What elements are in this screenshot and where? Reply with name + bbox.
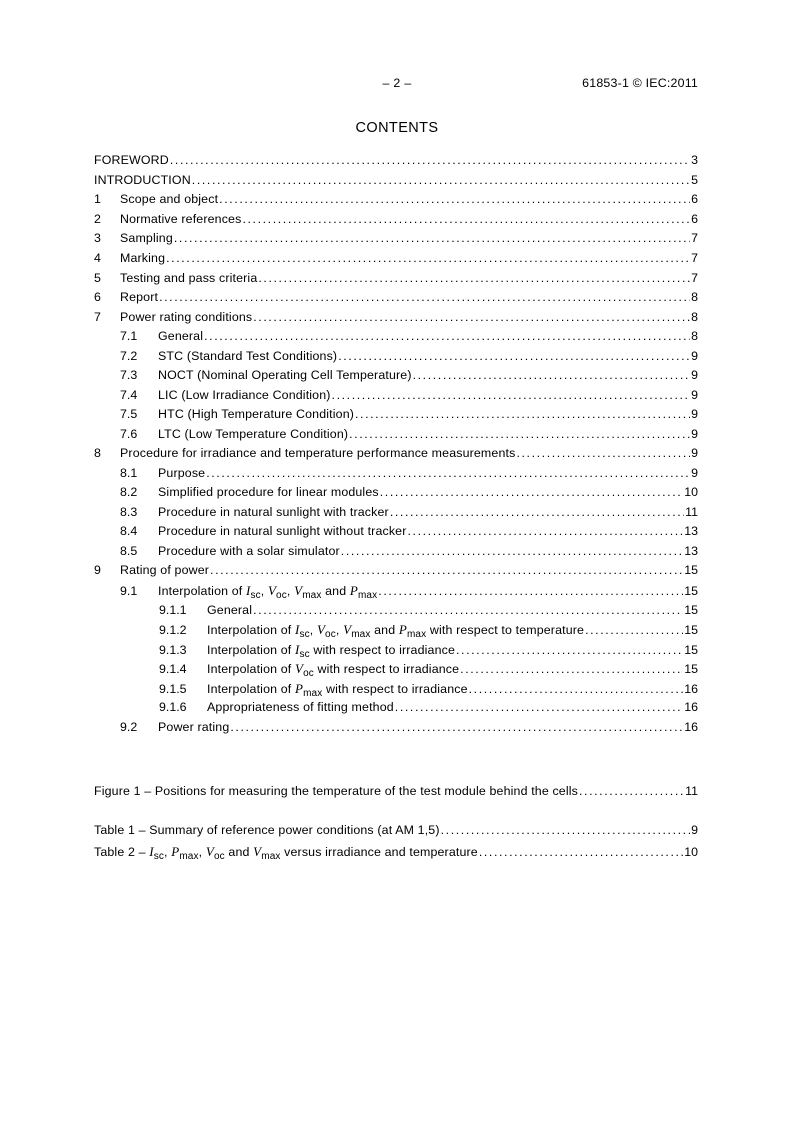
- title-text: ,: [309, 623, 317, 638]
- dot-leader: [210, 561, 683, 581]
- page-ref: 16: [684, 719, 698, 734]
- toc-entry[interactable]: [94, 210, 698, 230]
- toc-entry[interactable]: [94, 522, 698, 542]
- entry-title: General: [207, 602, 253, 617]
- section-number: 9.1.6: [159, 700, 187, 715]
- section-number: 8.5: [120, 543, 138, 558]
- toc-entry[interactable]: [94, 308, 698, 328]
- entry-title: [207, 679, 468, 700]
- entry-title: Power rating conditions: [120, 309, 253, 324]
- toc-entry[interactable]: [94, 601, 698, 621]
- dot-leader: [204, 327, 690, 347]
- title-text: and: [370, 623, 399, 638]
- toc-entry[interactable]: [94, 718, 698, 738]
- dot-leader: [174, 229, 690, 249]
- page-ref: 15: [684, 642, 698, 657]
- toc-entry[interactable]: [94, 483, 698, 503]
- title-text: with respect to irradiance: [322, 681, 468, 696]
- variable-subscript: sc: [299, 629, 310, 641]
- dot-leader: [413, 366, 691, 386]
- page-ref: 8: [691, 329, 698, 344]
- entry-title: Table 1 – Summary of reference power conditions (at AM 1,5): [94, 823, 440, 837]
- entry-title: Simplified procedure for linear modules: [158, 485, 379, 500]
- entry-title: [158, 581, 377, 602]
- section-number: 4: [94, 250, 101, 265]
- dot-leader: [258, 269, 690, 289]
- title-text: ,: [286, 584, 295, 599]
- page-ref: 9: [691, 446, 698, 461]
- section-number: 7.5: [120, 407, 138, 422]
- toc-entry[interactable]: [94, 444, 698, 464]
- page-ref: 13: [684, 543, 698, 558]
- toc-entry[interactable]: [94, 151, 698, 171]
- dot-leader: [341, 542, 683, 562]
- variable-subscript: max: [351, 629, 371, 641]
- section-number: 9.2: [120, 719, 138, 734]
- dot-leader: [380, 483, 683, 503]
- entry-title: LTC (Low Temperature Condition): [158, 426, 349, 441]
- entry-title: Normative references: [120, 211, 242, 226]
- table-entry[interactable]: [94, 841, 698, 862]
- section-number: 8.1: [120, 465, 138, 480]
- dot-leader: [469, 680, 684, 700]
- dot-leader: [579, 781, 684, 802]
- page-ref: 9: [691, 823, 698, 837]
- section-number: 7.1: [120, 329, 138, 344]
- table-of-contents: [94, 151, 698, 737]
- variable-symbol: I: [294, 622, 300, 638]
- section-number: 9.1.3: [159, 642, 187, 657]
- section-number: 9.1.4: [159, 662, 187, 677]
- variable-subscript: sc: [299, 648, 310, 660]
- title-text: and: [224, 845, 254, 859]
- section-number: 6: [94, 290, 101, 305]
- section-number: 7.4: [120, 387, 138, 402]
- entry-title: Testing and pass criteria: [120, 270, 258, 285]
- entry-title: Figure 1 – Positions for measuring the temperature of the test module behind the cells: [94, 784, 579, 798]
- dot-leader: [192, 171, 690, 191]
- variable-subscript: oc: [276, 590, 287, 602]
- entry-title: Rating of power: [120, 563, 210, 578]
- dot-leader: [390, 503, 684, 523]
- title-text: Interpolation of: [158, 584, 246, 599]
- section-number: 7.6: [120, 426, 138, 441]
- dot-leader: [349, 425, 690, 445]
- entry-title: [94, 841, 478, 863]
- title-text: ,: [260, 584, 268, 599]
- page-ref: 7: [691, 231, 698, 246]
- section-number: 9.1.2: [159, 623, 187, 638]
- contents-title: CONTENTS: [355, 120, 439, 136]
- dot-leader: [479, 842, 683, 863]
- dot-leader: [219, 190, 690, 210]
- toc-entry[interactable]: [94, 659, 698, 679]
- toc-entry[interactable]: [94, 581, 698, 601]
- entry-title: [207, 640, 455, 661]
- section-number: 9: [94, 563, 101, 578]
- section-number: 8.3: [120, 504, 138, 519]
- section-number: 8: [94, 446, 101, 461]
- variable-symbol: V: [205, 844, 214, 859]
- variable-symbol: I: [245, 583, 251, 599]
- section-number: 8.2: [120, 485, 138, 500]
- toc-entry[interactable]: [94, 249, 698, 269]
- page-ref: 11: [685, 784, 698, 798]
- entry-title: [207, 620, 584, 641]
- entry-title: Power rating: [158, 719, 230, 734]
- entry-title: Purpose: [158, 465, 206, 480]
- variable-symbol: V: [267, 583, 277, 599]
- standard-identifier: 61853-1 © IEC:2011: [582, 76, 698, 90]
- title-text: Interpolation of: [207, 662, 295, 677]
- figure-entry[interactable]: [94, 781, 698, 802]
- page-ref: 3: [691, 153, 698, 167]
- title-text: Table 2 –: [94, 845, 150, 859]
- toc-entry[interactable]: [94, 405, 698, 425]
- entry-title: Procedure with a solar simulator: [158, 543, 340, 558]
- dot-leader: [441, 820, 690, 841]
- dot-leader: [456, 641, 683, 661]
- entry-title: Report: [120, 290, 159, 305]
- list-of-figures: [94, 781, 698, 802]
- entry-title: General: [158, 329, 204, 344]
- toc-entry[interactable]: [94, 640, 698, 660]
- toc-entry[interactable]: [94, 288, 698, 308]
- toc-entry[interactable]: [94, 229, 698, 249]
- section-number: 9.1: [120, 584, 138, 599]
- title-text: and: [321, 584, 350, 599]
- dot-leader: [460, 660, 683, 680]
- variable-subscript: oc: [213, 851, 225, 862]
- variable-subscript: sc: [153, 851, 165, 862]
- variable-subscript: max: [406, 629, 427, 641]
- page-number: – 2 –: [382, 76, 412, 90]
- page-ref: 16: [684, 700, 698, 715]
- variable-symbol: P: [171, 844, 180, 859]
- entry-title: Scope and object: [120, 192, 219, 207]
- section-number: 9.1.5: [159, 681, 187, 696]
- page-ref: 15: [684, 602, 698, 617]
- page-ref: 6: [691, 211, 698, 226]
- dot-leader: [170, 151, 690, 171]
- entry-title: LIC (Low Irradiance Condition): [158, 387, 331, 402]
- title-text: with respect to temperature: [426, 623, 585, 638]
- toc-entry[interactable]: [94, 561, 698, 581]
- title-text: ,: [164, 845, 172, 859]
- section-number: 1: [94, 192, 101, 207]
- toc-entry[interactable]: [94, 425, 698, 445]
- variable-symbol: V: [294, 661, 304, 677]
- dot-leader: [253, 308, 690, 328]
- entry-title: INTRODUCTION: [94, 172, 191, 187]
- dot-leader: [230, 718, 683, 738]
- toc-entry[interactable]: [94, 464, 698, 484]
- entry-title: FOREWORD: [94, 153, 169, 167]
- page-ref: 9: [691, 348, 698, 363]
- title-text: ,: [335, 623, 344, 638]
- entry-title: Procedure in natural sunlight with tracker: [158, 504, 389, 519]
- variable-subscript: max: [179, 851, 199, 862]
- page-header: [96, 76, 698, 94]
- dot-leader: [408, 522, 684, 542]
- page-ref: 9: [691, 465, 698, 480]
- page-ref: 9: [691, 426, 698, 441]
- dot-leader: [355, 405, 690, 425]
- page-ref: 15: [684, 563, 698, 578]
- dot-leader: [242, 210, 690, 230]
- page-ref: 7: [691, 250, 698, 265]
- toc-entry[interactable]: [94, 503, 698, 523]
- page-ref: 15: [684, 662, 698, 677]
- toc-entry[interactable]: [94, 366, 698, 386]
- page-ref: 6: [691, 192, 698, 207]
- toc-entry[interactable]: [94, 679, 698, 699]
- toc-entry[interactable]: [94, 347, 698, 367]
- entry-title: Procedure in natural sunlight without tracker: [158, 524, 407, 539]
- section-number: 8.4: [120, 524, 138, 539]
- page-ref: 7: [691, 270, 698, 285]
- page-ref: 9: [691, 387, 698, 402]
- variable-subscript: oc: [303, 668, 314, 680]
- dot-leader: [585, 621, 683, 641]
- dot-leader: [338, 347, 690, 367]
- title-text: Interpolation of: [207, 681, 295, 696]
- variable-subscript: max: [302, 590, 322, 602]
- variable-subscript: sc: [250, 590, 261, 602]
- variable-symbol: I: [149, 844, 154, 859]
- section-number: 7: [94, 309, 101, 324]
- entry-title: Sampling: [120, 231, 173, 246]
- page-ref: 8: [691, 309, 698, 324]
- variable-subscript: max: [303, 687, 323, 699]
- dot-leader: [253, 601, 683, 621]
- toc-entry[interactable]: [94, 171, 698, 191]
- entry-title: NOCT (Nominal Operating Cell Temperature): [158, 368, 412, 383]
- section-number: 3: [94, 231, 101, 246]
- section-number: 5: [94, 270, 101, 285]
- variable-symbol: V: [316, 622, 326, 638]
- variable-symbol: V: [343, 622, 352, 638]
- page-ref: 10: [684, 845, 698, 859]
- title-text: with respect to irradiance: [313, 662, 460, 677]
- toc-entry[interactable]: [94, 327, 698, 347]
- variable-symbol: P: [294, 680, 304, 696]
- toc-entry[interactable]: [94, 542, 698, 562]
- variable-subscript: max: [261, 851, 281, 862]
- variable-symbol: P: [349, 583, 358, 599]
- dot-leader: [516, 444, 690, 464]
- entry-title: HTC (High Temperature Condition): [158, 407, 355, 422]
- variable-symbol: V: [253, 844, 262, 859]
- variable-subscript: oc: [325, 629, 336, 641]
- title-text: Interpolation of: [207, 642, 295, 657]
- dot-leader: [378, 582, 683, 602]
- dot-leader: [166, 249, 690, 269]
- page-ref: 11: [685, 504, 698, 519]
- entry-title: [207, 659, 459, 680]
- table-entry[interactable]: [94, 820, 698, 841]
- title-text: with respect to irradiance: [309, 642, 455, 657]
- variable-symbol: V: [294, 583, 303, 599]
- page-ref: 15: [684, 584, 698, 599]
- dot-leader: [395, 698, 683, 718]
- section-number: 2: [94, 211, 101, 226]
- section-number: 7.3: [120, 368, 138, 383]
- title-text: Interpolation of: [207, 623, 295, 638]
- entry-title: Appropriateness of fitting method: [207, 700, 394, 715]
- section-number: 9.1.1: [159, 602, 187, 617]
- page-ref: 16: [684, 681, 698, 696]
- dot-leader: [332, 386, 691, 406]
- list-of-tables: [94, 820, 698, 862]
- page-ref: 9: [691, 368, 698, 383]
- page-ref: 13: [684, 524, 698, 539]
- variable-symbol: P: [398, 622, 407, 638]
- page-ref: 10: [684, 485, 698, 500]
- page-ref: 5: [691, 172, 698, 187]
- toc-entry[interactable]: [94, 698, 698, 718]
- toc-entry[interactable]: [94, 386, 698, 406]
- title-text: versus irradiance and temperature: [280, 845, 478, 859]
- variable-subscript: max: [357, 590, 378, 602]
- page-ref: 9: [691, 407, 698, 422]
- variable-symbol: I: [294, 641, 300, 657]
- dot-leader: [206, 464, 690, 484]
- toc-entry[interactable]: [94, 190, 698, 210]
- dot-leader: [159, 288, 690, 308]
- page-ref: 8: [691, 290, 698, 305]
- toc-entry[interactable]: [94, 269, 698, 289]
- page-ref: 15: [684, 623, 698, 638]
- toc-entry[interactable]: [94, 620, 698, 640]
- entry-title: Procedure for irradiance and temperature performance measurements: [120, 446, 516, 461]
- section-number: 7.2: [120, 348, 138, 363]
- entry-title: STC (Standard Test Conditions): [158, 348, 338, 363]
- entry-title: Marking: [120, 250, 166, 265]
- title-text: ,: [198, 845, 206, 859]
